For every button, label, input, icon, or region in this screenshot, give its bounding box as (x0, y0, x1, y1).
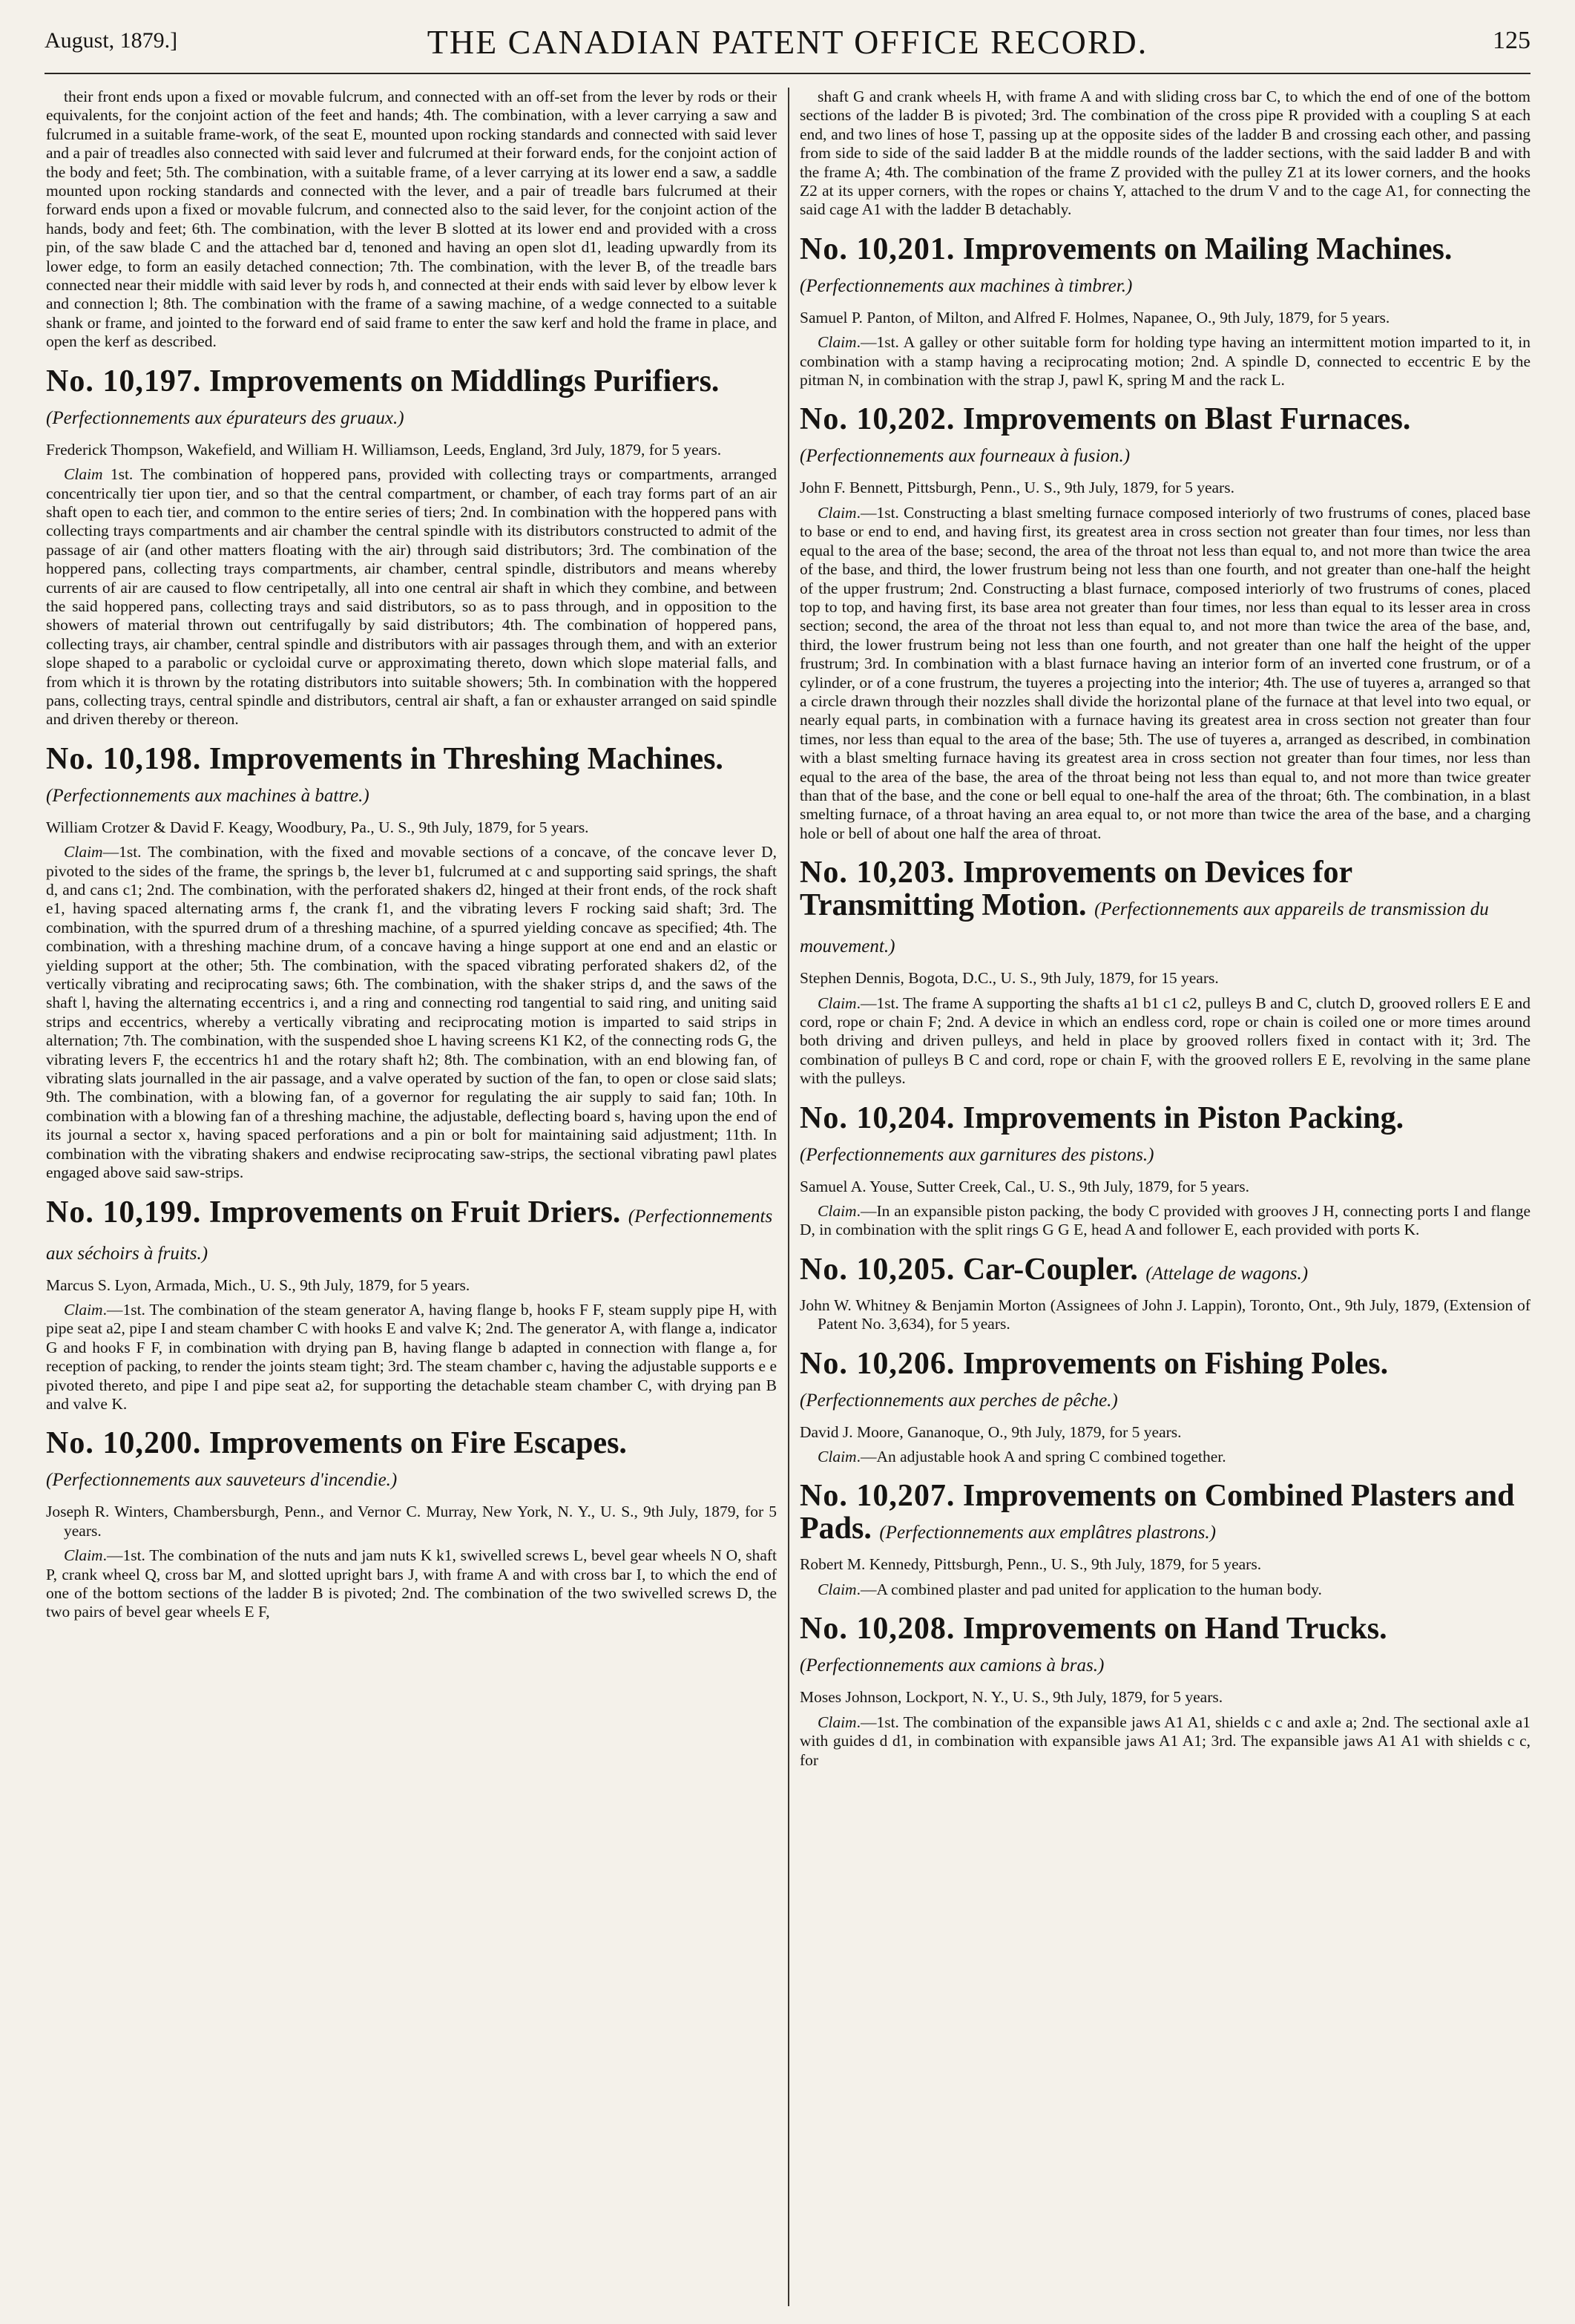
claim-label: Claim (64, 1300, 103, 1319)
french-title: (Perfectionnements aux machines à timbrer.) (800, 275, 1133, 296)
claim-body: .—1st. The combination of the steam generator A, having flange b, hooks F F, steam supply pipe H, with pipe seat a2, pipe I and steam chamber C with hooks E and valve K; 2nd. The generator A, with flange a, indicator G and hooks F F, in combination with drying pan B, having flange b adapted in connection with flange a, for reception of packing, to render the joints steam tight; 3rd. The steam chamber c, having the adjustable supports e e pivoted thereto, and pipe I and pipe seat a2, for supporting the detachable steam chamber C, with drying pan B and valve K. (46, 1300, 777, 1413)
patent-entry (800, 1102, 1530, 1240)
continued-text: shaft G and crank wheels H, with frame A and with sliding cross bar C, to which the end of one of the bottom sections of the ladder B is pivoted; 3rd. The combination of the cross pipe R provided with a coupling S at each end, and two lines of hose T, passing up at the opposite sides of the ladder B and crossing each other, and passing from side to side of the said ladder B at the middle rounds of the ladder sections, with the said ladder B and with the frame A; 4th. The combination of the frame Z provided with the pulley Z1 at its lower corners, and the hooks Z2 at its upper corners, with the ropes or chains Y, attached to the drum V and to the cage A1, for connecting the said cage A1 with the ladder B detachably. (800, 88, 1530, 219)
patent-number: No. 10,203. (800, 856, 956, 890)
inventors: Samuel A. Youse, Sutter Creek, Cal., U. S., 9th July, 1879, for 5 years. (800, 1177, 1249, 1195)
entry-heading (46, 365, 777, 435)
claim-body: —1st. The combination, with the fixed and movable sections of a concave, of the concave lever D, pivoted to the sides of the frame, the springs b, the lever b1, fulcrumed at c and supporting said springs, the shaft d, and cans c1; 2nd. The combination, with the perforated shakers d2, hinged at their front ends, of the rock shaft e1, having spaced alternating arms f, the crank f1, and the vibrating levers F rocking said shaft; 3rd. The combination, with the spurred drum of a threshing machine, of a spurred yielding concave as specified; 4th. The combination, with a threshing machine drum, of a concave having a hinge support at one end and an elastic or yielding support at the other; 5th. The combination, with the spaced vibrating perforated shakers d2, of the vertically vibrating and reciprocating saws; 6th. The combination, with the shaker strips d, and the saws of the shaft l, having the alternating eccentrics i, and a ring and connecting rod tangential to said ring, and uniting said strips and eccentrics, whereby a vertically vibrating and reciprocating motion is imparted to said strips in alternation; 7th. The combination, with the suspended shoe L having screens K1 K2, of the connecting rods G, the vibrating levers F, the eccentrics h1 and the rotary shaft h2; 8th. The combination, with an end blowing fan, of vibrating slats journalled in the air passage, and a valve operated by suction of the fan, to open or close said slats; 9th. The combination, with a blowing fan, of a governor for regulating the air supply to said fan; 10th. In combination with a blowing fan of a threshing machine, the adjustable, deflecting board s, having upon the end of its journal a sector x, having spaced perforations and a pin or bolt for maintaining said adjustment; 11th. In combination with the vibrating shakers and endwise reciprocating saw-strips, the sectional vibrating pawl plates engaged above said saw-strips. (46, 843, 777, 1182)
patent-title: Improvements on Fire Escapes. (208, 1426, 627, 1461)
claim-body: .—An adjustable hook A and spring C combined together. (856, 1448, 1226, 1466)
patent-title: Car-Coupler. (962, 1252, 1138, 1287)
inventors: Joseph R. Winters, Chambersburgh, Penn., and Vernor C. Murray, New York, N. Y., U. S., 9th July, 1879, for 5 years. (46, 1503, 777, 1540)
french-title: (Perfectionnements aux fourneaux à fusion.) (800, 446, 1131, 467)
inventors: John F. Bennett, Pittsburgh, Penn., U. S., 9th July, 1879, for 5 years. (800, 479, 1234, 497)
right-column (800, 88, 1530, 2306)
claim-label: Claim (818, 1713, 857, 1731)
entry-heading (800, 1348, 1530, 1417)
header-rule (45, 73, 1530, 74)
inventors: Moses Johnson, Lockport, N. Y., U. S., 9th July, 1879, for 5 years. (800, 1688, 1223, 1707)
patent-title: Improvements on Blast Furnaces. (962, 402, 1411, 437)
claim-body: .—1st. The combination of the expansible jaws A1 A1, shields c c and axle a; 2nd. The sectional axle a1 with guides d d1, in combination with expansible jaws A1 A1; 3rd. The expansible jaws A1 A1 with shields c c, for (800, 1713, 1530, 1769)
french-title: (Perfectionnements aux séchoirs à fruits.) (46, 1206, 773, 1264)
claim-text (800, 1580, 1530, 1599)
inventors: William Crotzer & David F. Keagy, Woodbury, Pa., U. S., 9th July, 1879, for 5 years. (46, 818, 589, 836)
claim-label: Claim (64, 843, 103, 861)
inventors: John W. Whitney & Benjamin Morton (Assignees of John J. Lappin), Toronto, Ont., 9th July, 1879, (Extension of Patent No. 3,634), for 5 years. (800, 1296, 1530, 1333)
french-title: (Attelage de wagons.) (1145, 1263, 1309, 1284)
claim-text (800, 994, 1530, 1089)
patent-title: Improvements on Middlings Purifiers. (208, 364, 720, 398)
french-title: (Perfectionnements aux appareils de transmission du mouvement.) (800, 899, 1489, 957)
patent-entry (800, 233, 1530, 390)
claim-body: .—1st. The combination of the nuts and jam nuts K k1, swivelled screws L, bevel gear wheels N O, shaft P, crank wheel Q, cross bar M, and slotted upright bars J, with frame A and with cross bar I, to which the end of one of the bottom sections of the ladder B is pivoted; 2nd. The combination of the two swivelled screws D, the two pairs of bevel gear wheels E F, (46, 1546, 777, 1621)
patent-entry (800, 1253, 1530, 1334)
column-divider (788, 88, 789, 2306)
patent-number: No. 10,198. (46, 741, 202, 776)
claim-label: Claim (64, 465, 103, 484)
patent-title: Improvements in Piston Packing. (962, 1100, 1404, 1135)
french-title: (Perfectionnements aux perches de pêche.) (800, 1390, 1118, 1411)
inventors: Robert M. Kennedy, Pittsburgh, Penn., U. S., 9th July, 1879, for 5 years. (800, 1555, 1262, 1574)
french-title: (Perfectionnements aux emplâtres plastrons.) (879, 1523, 1216, 1543)
claim-label: Claim (818, 1580, 857, 1598)
claim-text (46, 465, 777, 729)
claim-label: Claim (818, 503, 857, 522)
entry-heading (800, 1253, 1530, 1290)
entry-heading (800, 856, 1530, 963)
page-number: 125 (1493, 27, 1530, 54)
claim-text (800, 1448, 1530, 1466)
french-title: (Perfectionnements aux garnitures des pistons.) (800, 1144, 1154, 1165)
patent-entry (46, 365, 777, 729)
patent-entry (800, 403, 1530, 843)
patent-title: Improvements on Combined Plasters and Pads. (800, 1479, 1515, 1546)
claim-text (46, 843, 777, 1182)
claim-body: .—1st. Constructing a blast smelting furnace composed interiorly of two frustrums of cones, placed base to base or end to end, and having first, its greatest area in cross section not greater than four times, nor less than equal to the area of the base; second, the area of the throat not less than equal to, and not more than twice the area of the base, and third, the lower frustrum being not less than one fourth, and not greater than one-half the height of the upper frustrum; 2nd. Constructing a blast furnace, composed interiorly of two frustrums of cones, placed top to top, and having first, its base area not greater than four times, nor less than equal to its lesser area in cross section; second, the area of the throat not less than equal to, and not more than twice the area of the base, and, third, the lower frustrum being not less than one fourth, and not greater than one half the height of the upper frustrum; 3rd. In combination with a blast furnace having an interior form of an inverted cone frustrum, or of a cylinder, or of a cone frustrum, the tuyeres a projecting into the interior; 4th. The use of tuyeres a, arranged so that a circle drawn through their nozzles shall divide the horizontal plane of the furnace at that level into two equal, or nearly equal parts, in combination with a furnace having its greatest area in cross section not greater than four times, nor less than equal to the area of the base; 5th. The use of tuyeres a, arranged as described, in combination with a blast smelting furnace having its greatest area in cross section not greater than four times, nor less than equal to the area of the base, the area of the throat being not less than equal to, and not more than twice greater than that of the base, and the cone or bell equal to one-half the area of the throat; 6th. The combination, in a blast smelting furnace, of a throat having an area equal to, or not more than twice the area of the base, and a charging hole or bell of about one half the area of throat. (800, 503, 1530, 842)
patent-number: No. 10,199. (46, 1195, 202, 1230)
claim-label: Claim (818, 994, 857, 1012)
claim-label: Claim (818, 1202, 857, 1221)
issue-date: August, 1879.] (45, 28, 178, 53)
entry-heading (800, 1480, 1530, 1549)
inventors: Samuel P. Panton, of Milton, and Alfred F. Holmes, Napanee, O., 9th July, 1879, for 5 years. (800, 308, 1390, 326)
patent-title: Improvements on Devices for Transmitting Motion. (800, 856, 1352, 923)
patent-title: Improvements on Hand Trucks. (962, 1612, 1387, 1647)
french-title: (Perfectionnements aux camions à bras.) (800, 1655, 1105, 1676)
patent-entry (800, 1480, 1530, 1599)
running-head (45, 18, 1530, 70)
claim-body: .—1st. A galley or other suitable form for holding type having an intermittent motion imparted to it, in combination with a stamp having a reciprocating motion; 2nd. A spindle D, connected to eccentric E by the pitman N, in combination with the strap J, pawl K, spring M and the rack L. (800, 333, 1530, 390)
patent-number: No. 10,204. (800, 1100, 956, 1135)
patent-title: Improvements on Fishing Poles. (962, 1346, 1389, 1381)
entry-heading (800, 1102, 1530, 1172)
entry-heading (46, 743, 777, 813)
patent-entry (46, 1196, 777, 1414)
entry-heading (800, 233, 1530, 303)
patent-number: No. 10,207. (800, 1479, 956, 1514)
patent-entry (46, 1427, 777, 1621)
patent-title: Improvements on Fruit Driers. (208, 1195, 621, 1230)
claim-body: .—A combined plaster and pad united for application to the human body. (856, 1580, 1322, 1598)
patent-entry (800, 1348, 1530, 1467)
claim-text (800, 504, 1530, 843)
claim-text (800, 1202, 1530, 1240)
patent-number: No. 10,208. (800, 1612, 956, 1647)
continued-text: their front ends upon a fixed or movable fulcrum, and connected with an off-set from the lever by rods or their equivalents, for the conjoint action of the feet and hands; 4th. The combination, with a lever carrying a saw and fulcrumed in a suitable frame-work, of the seat E, mounted upon rocking standards and connected with said lever and a pair of treadles also connected with said lever and fulcrumed at their forward ends, for the conjoint action of the body and feet; 5th. The combination, with a suitable frame, of a lever carrying at its lower end a saw, a saddle mounted upon rocking standards and connected with the lever, and a pair of treadle bars fulcrumed at their forward ends upon a fixed or movable fulcrum, and connected also to the said lever, for the conjoint action of the hands, body and feet; 6th. The combination, with the lever B slotted at its lower end and provided with a cross pin, of the saw blade C and the attached bar d, tenoned and having an open slot d1, leading upwardly from its lower edge, to form an easily detached connection; 7th. The combination, with the lever B, of the treadle bars connected near their middle with said lever by rods h, and connected at their ends with said lever by elbow lever k and connection l; 8th. The combination with the frame of a sawing machine, of a wedge connected to a suitable shank or frame, and jointed to the forward end of said frame to enter the saw kerf and hold the frame in place, and open the kerf as described. (46, 88, 777, 351)
claim-label: Claim (64, 1546, 103, 1565)
claim-text (800, 333, 1530, 390)
claim-text (46, 1546, 777, 1622)
claim-text (46, 1301, 777, 1414)
claim-label: Claim (818, 333, 857, 352)
patent-entry (46, 743, 777, 1183)
patent-number: No. 10,205. (800, 1252, 956, 1287)
inventors: David J. Moore, Gananoque, O., 9th July, 1879, for 5 years. (800, 1422, 1182, 1441)
french-title: (Perfectionnements aux machines à battre.) (46, 785, 369, 806)
claim-label: Claim (818, 1448, 857, 1466)
patent-title: Improvements on Mailing Machines. (962, 232, 1453, 266)
inventors: Marcus S. Lyon, Armada, Mich., U. S., 9th July, 1879, for 5 years. (46, 1276, 470, 1294)
french-title: (Perfectionnements aux épurateurs des gruaux.) (46, 407, 404, 428)
claim-body: .—In an expansible piston packing, the body C provided with grooves J H, connecting ports I and flange D, in combination with the split rings G G E, head A and follower E, each provided with ports K. (800, 1202, 1530, 1239)
patent-number: No. 10,206. (800, 1346, 956, 1381)
claim-body: .—1st. The frame A supporting the shafts a1 b1 c1 c2, pulleys B and C, clutch D, grooved rollers E E and cord, rope or chain F; 2nd. A device in which an endless cord, rope or chain is coiled one or more times around both driving and driven pulleys, and held in place by grooved rollers fixed in contact with it; 3rd. The combination of pulleys B C and cord, rope or chain F, with the grooved rollers E E, revolving in the same plane with the pulleys. (800, 994, 1530, 1088)
patent-number: No. 10,200. (46, 1426, 202, 1461)
publication-title: THE CANADIAN PATENT OFFICE RECORD. (427, 23, 1148, 61)
entry-heading (46, 1196, 777, 1270)
left-column (46, 88, 777, 2306)
patent-title: Improvements in Threshing Machines. (208, 741, 723, 776)
patent-number: No. 10,201. (800, 232, 956, 266)
patent-entry (800, 1612, 1530, 1770)
claim-text (800, 1713, 1530, 1770)
patent-number: No. 10,197. (46, 364, 202, 398)
entry-heading (46, 1427, 777, 1497)
inventors: Frederick Thompson, Wakefield, and William H. Williamson, Leeds, England, 3rd July, 1879, for 5 years. (46, 440, 722, 459)
patent-number: No. 10,202. (800, 402, 956, 437)
entry-heading (800, 1612, 1530, 1682)
entry-heading (800, 403, 1530, 473)
french-title: (Perfectionnements aux sauveteurs d'incendie.) (46, 1470, 398, 1491)
inventors: Stephen Dennis, Bogota, D.C., U. S., 9th July, 1879, for 15 years. (800, 969, 1219, 988)
claim-body: 1st. The combination of hoppered pans, provided with collecting trays or compartments, arranged concentrically tier upon tier, and so that the central compartment, or chamber, of each tray forms part of an air shaft open to each tier, and common to the entire series of tiers; 2nd. In combination with the hoppered pans with collecting trays compartments and air chamber the central spindle with its distributors constructed to admit of the passage of air (and other matters floating with the air) through said distributors; 3rd. The combination of the hoppered pans, collecting trays compartments, air chamber, central spindle, distributors and means whereby currents of air are caused to flow centripetally, all into one central air shaft in which they combine, and between the said hoppered pans, collecting trays and said distributors, so as to pass through, and in opposition to the showers of material thrown out centrifugally by said distributors; 4th. The combination of hoppered pans, collecting trays, air chamber, central spindle and distributors with air passages through them, and with an exterior slope shaped to a parabolic or cycloidal curve or approximating thereto, down which slope material falls, and from which it is thrown by the rotating distributors into suitable showers; 5th. In combination with the hoppered pans, collecting trays, central spindle and distributors, central air shaft, a fan or exhauster arranged on said spindle and driven thereby or thereon. (46, 465, 777, 729)
patent-entry (800, 856, 1530, 1088)
